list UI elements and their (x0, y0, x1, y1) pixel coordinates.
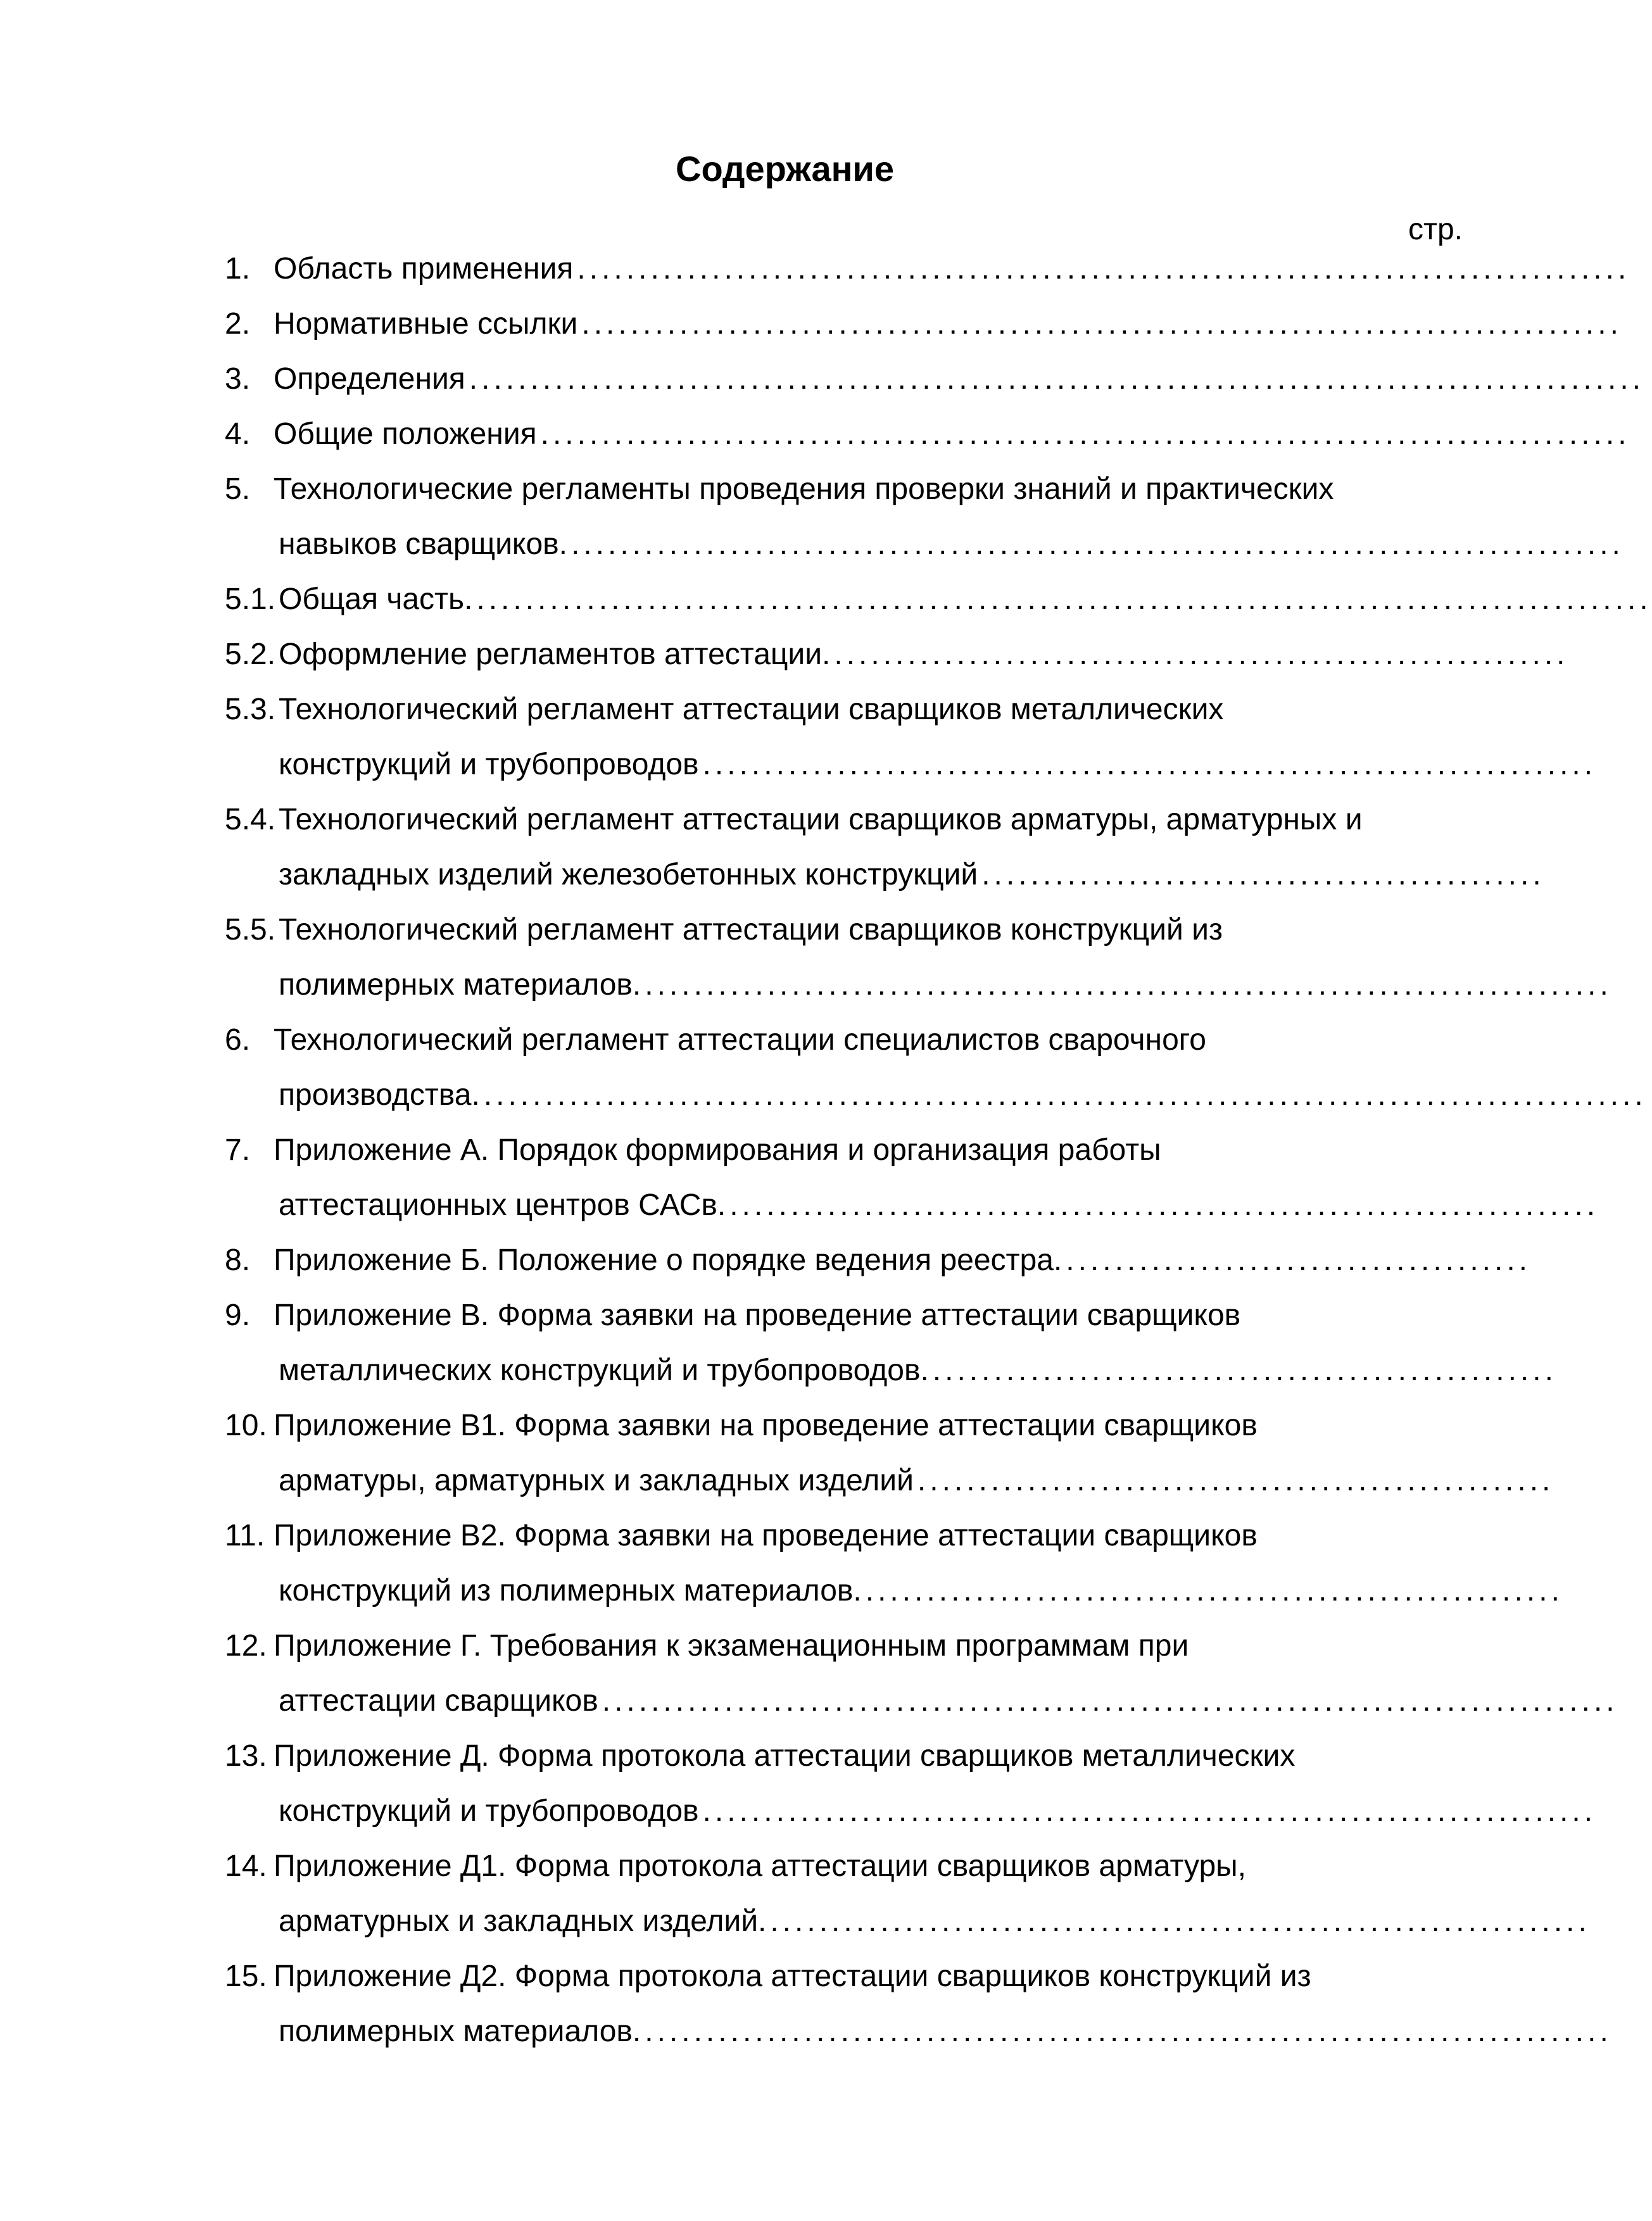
toc-line (0, 966, 1612, 1004)
toc-entry-number: 3. (225, 362, 251, 396)
dot-leader: ................................................................................................ (476, 582, 1652, 616)
dot-leader: ............................................................ (834, 638, 1569, 671)
toc-entry-text (274, 1958, 1311, 1996)
toc-entry-label: полимерных материалов. (279, 2015, 641, 2048)
toc-entry-text (279, 1462, 1554, 1500)
dot-leader: ............................................................................... (645, 2015, 1612, 2048)
toc-entry-label: Приложение В. Форма заявки на проведение аттестации сварщиков (274, 1299, 1241, 1332)
dot-leader: ................................................................................................ (469, 362, 1645, 396)
toc-entry-label: Общие положения (274, 417, 537, 451)
toc-entry-text (279, 581, 1652, 619)
toc-entry-text (279, 746, 1597, 784)
toc-entry-label: закладных изделий железобетонных конструкций (279, 858, 978, 891)
toc-entry-text (274, 1131, 1161, 1169)
toc-entry-text (279, 636, 1569, 674)
dot-leader: ....................................................................... (729, 1188, 1599, 1222)
toc-line (0, 1352, 1570, 1390)
toc-entry-text (274, 360, 1645, 398)
toc-entry-number: 5.2. (225, 638, 276, 671)
toc-entry-number: 11. (225, 1519, 265, 1552)
dot-leader: ............................................................................................... (483, 1078, 1647, 1112)
toc-line (0, 1186, 1599, 1224)
dot-leader: ................................................................... (770, 1904, 1591, 1938)
dot-leader: ...................................................................................... (577, 252, 1630, 286)
dot-leader: ................................................... (932, 1354, 1557, 1387)
toc-line (0, 1958, 1570, 1996)
toc-line (0, 470, 1570, 508)
toc-line (0, 1903, 1591, 1941)
toc-entry-label: Приложение В2. Форма заявки на проведение аттестации сварщиков (274, 1519, 1258, 1552)
toc-entry-number: 5.5. (225, 913, 276, 947)
toc-line (0, 1847, 1570, 1885)
toc-entry-text (274, 415, 1630, 453)
toc-line (0, 1462, 1570, 1500)
toc-entry-label: производства. (279, 1078, 480, 1112)
toc-entry-label: Приложение Д2. Форма протокола аттестации сварщиков конструкций из (274, 1960, 1311, 1993)
toc-entry-number: 14. (225, 1849, 267, 1883)
toc-entry-text (279, 856, 1545, 894)
toc-entry-text (279, 1186, 1599, 1224)
toc-entry-number: 9. (225, 1299, 251, 1332)
toc-line (0, 1076, 1647, 1114)
toc-line (0, 1242, 1570, 1280)
toc-line (0, 581, 1652, 619)
toc-entry-label: навыков сварщиков. (279, 527, 567, 561)
toc-line (0, 1627, 1570, 1665)
toc-entry-label: Технологические регламенты проведения проверки знаний и практических (274, 472, 1334, 506)
toc-entry-text (274, 1407, 1258, 1445)
dot-leader: .............................................. (981, 858, 1545, 891)
toc-entry-text (274, 1021, 1206, 1059)
toc-entry-text (274, 1517, 1258, 1555)
toc-entry-text (279, 911, 1223, 949)
toc-entry-label: Приложение Д1. Форма протокола аттестации сварщиков арматуры, (274, 1849, 1246, 1883)
toc-entry-number: 4. (225, 417, 251, 451)
toc-line (0, 1682, 1618, 1720)
toc-entry-text (274, 250, 1630, 288)
toc-entry-label: Приложение Б. Положение о порядке ведения реестра. (274, 1243, 1062, 1277)
toc-entry-text (279, 1682, 1618, 1720)
dot-leader: ......................................................... (865, 1574, 1563, 1608)
toc-entry-text (279, 966, 1612, 1004)
toc-entry-label: Технологический регламент аттестации специалистов сварочного (274, 1023, 1206, 1057)
toc-line (0, 1792, 1597, 1830)
toc-entry-label: Технологический регламент аттестации сварщиков металлических (279, 693, 1224, 726)
toc-entry-label: аттестационных центров САСв. (279, 1188, 726, 1222)
dot-leader: ......................................................................................... (540, 417, 1630, 451)
toc-line (0, 746, 1597, 784)
toc-entry-text (279, 1352, 1557, 1390)
toc-entry-text (279, 1903, 1591, 1941)
toc-entry-number: 15. (225, 1960, 267, 1993)
toc-entry-number: 12. (225, 1629, 267, 1663)
toc-entry-number: 5. (225, 472, 251, 506)
toc-line (0, 1021, 1570, 1059)
toc-entry-label: Приложение Г. Требования к экзаменационным программам при (274, 1629, 1189, 1663)
toc-line (0, 1737, 1570, 1775)
toc-entry-number: 5.4. (225, 803, 276, 836)
toc-entry-label: Приложение В1. Форма заявки на проведение аттестации сварщиков (274, 1409, 1258, 1442)
toc-line (0, 691, 1570, 729)
toc-entry-text (274, 1737, 1295, 1775)
toc-entry-text (274, 1847, 1246, 1885)
toc-line (0, 415, 1630, 453)
toc-line (0, 305, 1622, 343)
toc-entry-label: Определения (274, 362, 465, 396)
page-title: Содержание (676, 149, 894, 189)
toc-entry-text (274, 1627, 1189, 1665)
toc-entry-number: 5.3. (225, 693, 276, 726)
toc-entry-label: арматуры, арматурных и закладных изделий (279, 1464, 914, 1497)
toc-line (0, 636, 1570, 674)
toc-entry-text (279, 1572, 1563, 1610)
dot-leader: ................................................................................... (602, 1684, 1618, 1718)
toc-entry-text (274, 1242, 1531, 1280)
toc-entry-number: 2. (225, 307, 251, 341)
toc-line (0, 1407, 1570, 1445)
toc-line (0, 250, 1630, 288)
toc-entry-label: металлических конструкций и трубопроводов. (279, 1354, 929, 1387)
dot-leader: .................................................... (917, 1464, 1554, 1497)
toc-entry-text (274, 305, 1622, 343)
toc-entry-text (274, 1297, 1240, 1335)
toc-entry-label: арматурных и закладных изделий. (279, 1904, 767, 1938)
toc-entry-number: 7. (225, 1133, 251, 1167)
toc-entry-label: Приложение Д. Форма протокола аттестации сварщиков металлических (274, 1739, 1296, 1773)
toc-line (0, 2013, 1612, 2051)
toc-entry-number: 1. (225, 252, 251, 286)
toc-line (0, 911, 1570, 949)
toc-line (0, 1572, 1570, 1610)
toc-entry-label: конструкций и трубопроводов (279, 1794, 699, 1828)
toc-entry-label: полимерных материалов. (279, 968, 641, 1002)
page-column-label: стр. (1408, 213, 1463, 246)
toc-entry-label: Технологический регламент аттестации сварщиков конструкций из (279, 913, 1223, 947)
toc-entry-label: Нормативные ссылки (274, 307, 578, 341)
dot-leader: ......................................................................... (702, 1794, 1597, 1828)
dot-leader: ............................................................................... (645, 968, 1612, 1002)
toc-entry-text (279, 1076, 1647, 1114)
toc-entry-text (279, 691, 1223, 729)
toc-entry-label: Оформление регламентов аттестации. (279, 638, 831, 671)
toc-entry-label: конструкций из полимерных материалов. (279, 1574, 862, 1608)
toc-entry-number: 10. (225, 1409, 267, 1442)
toc-line (0, 801, 1570, 839)
toc-line (0, 1297, 1570, 1335)
toc-entry-number: 6. (225, 1023, 251, 1057)
toc-entry-label: Приложение А. Порядок формирования и организация работы (274, 1133, 1161, 1167)
toc-entry-label: аттестации сварщиков (279, 1684, 598, 1718)
toc-line (0, 1517, 1570, 1555)
toc-line (0, 360, 1645, 398)
toc-line (0, 856, 1570, 894)
toc-line (0, 1131, 1570, 1169)
dot-leader: ..................................................................................... (581, 307, 1622, 341)
toc-line (0, 525, 1624, 563)
toc-entry-text (279, 2013, 1612, 2051)
dot-leader: ......................................................................... (702, 748, 1597, 781)
dot-leader: ...................................... (1066, 1243, 1531, 1277)
toc-entry-label: конструкций и трубопроводов (279, 748, 699, 781)
toc-entry-number: 5.1. (225, 582, 276, 616)
toc-entry-text (274, 470, 1334, 508)
toc-entry-label: Технологический регламент аттестации сварщиков арматуры, арматурных и (279, 803, 1363, 836)
toc-entry-text (279, 525, 1624, 563)
toc-entry-label: Общая часть. (279, 582, 473, 616)
toc-entry-text (279, 1792, 1597, 1830)
dot-leader: ...................................................................................... (571, 527, 1624, 561)
toc-entry-text (279, 801, 1363, 839)
toc-entry-number: 8. (225, 1243, 251, 1277)
toc-entry-label: Область применения (274, 252, 574, 286)
toc-entry-number: 13. (225, 1739, 267, 1773)
